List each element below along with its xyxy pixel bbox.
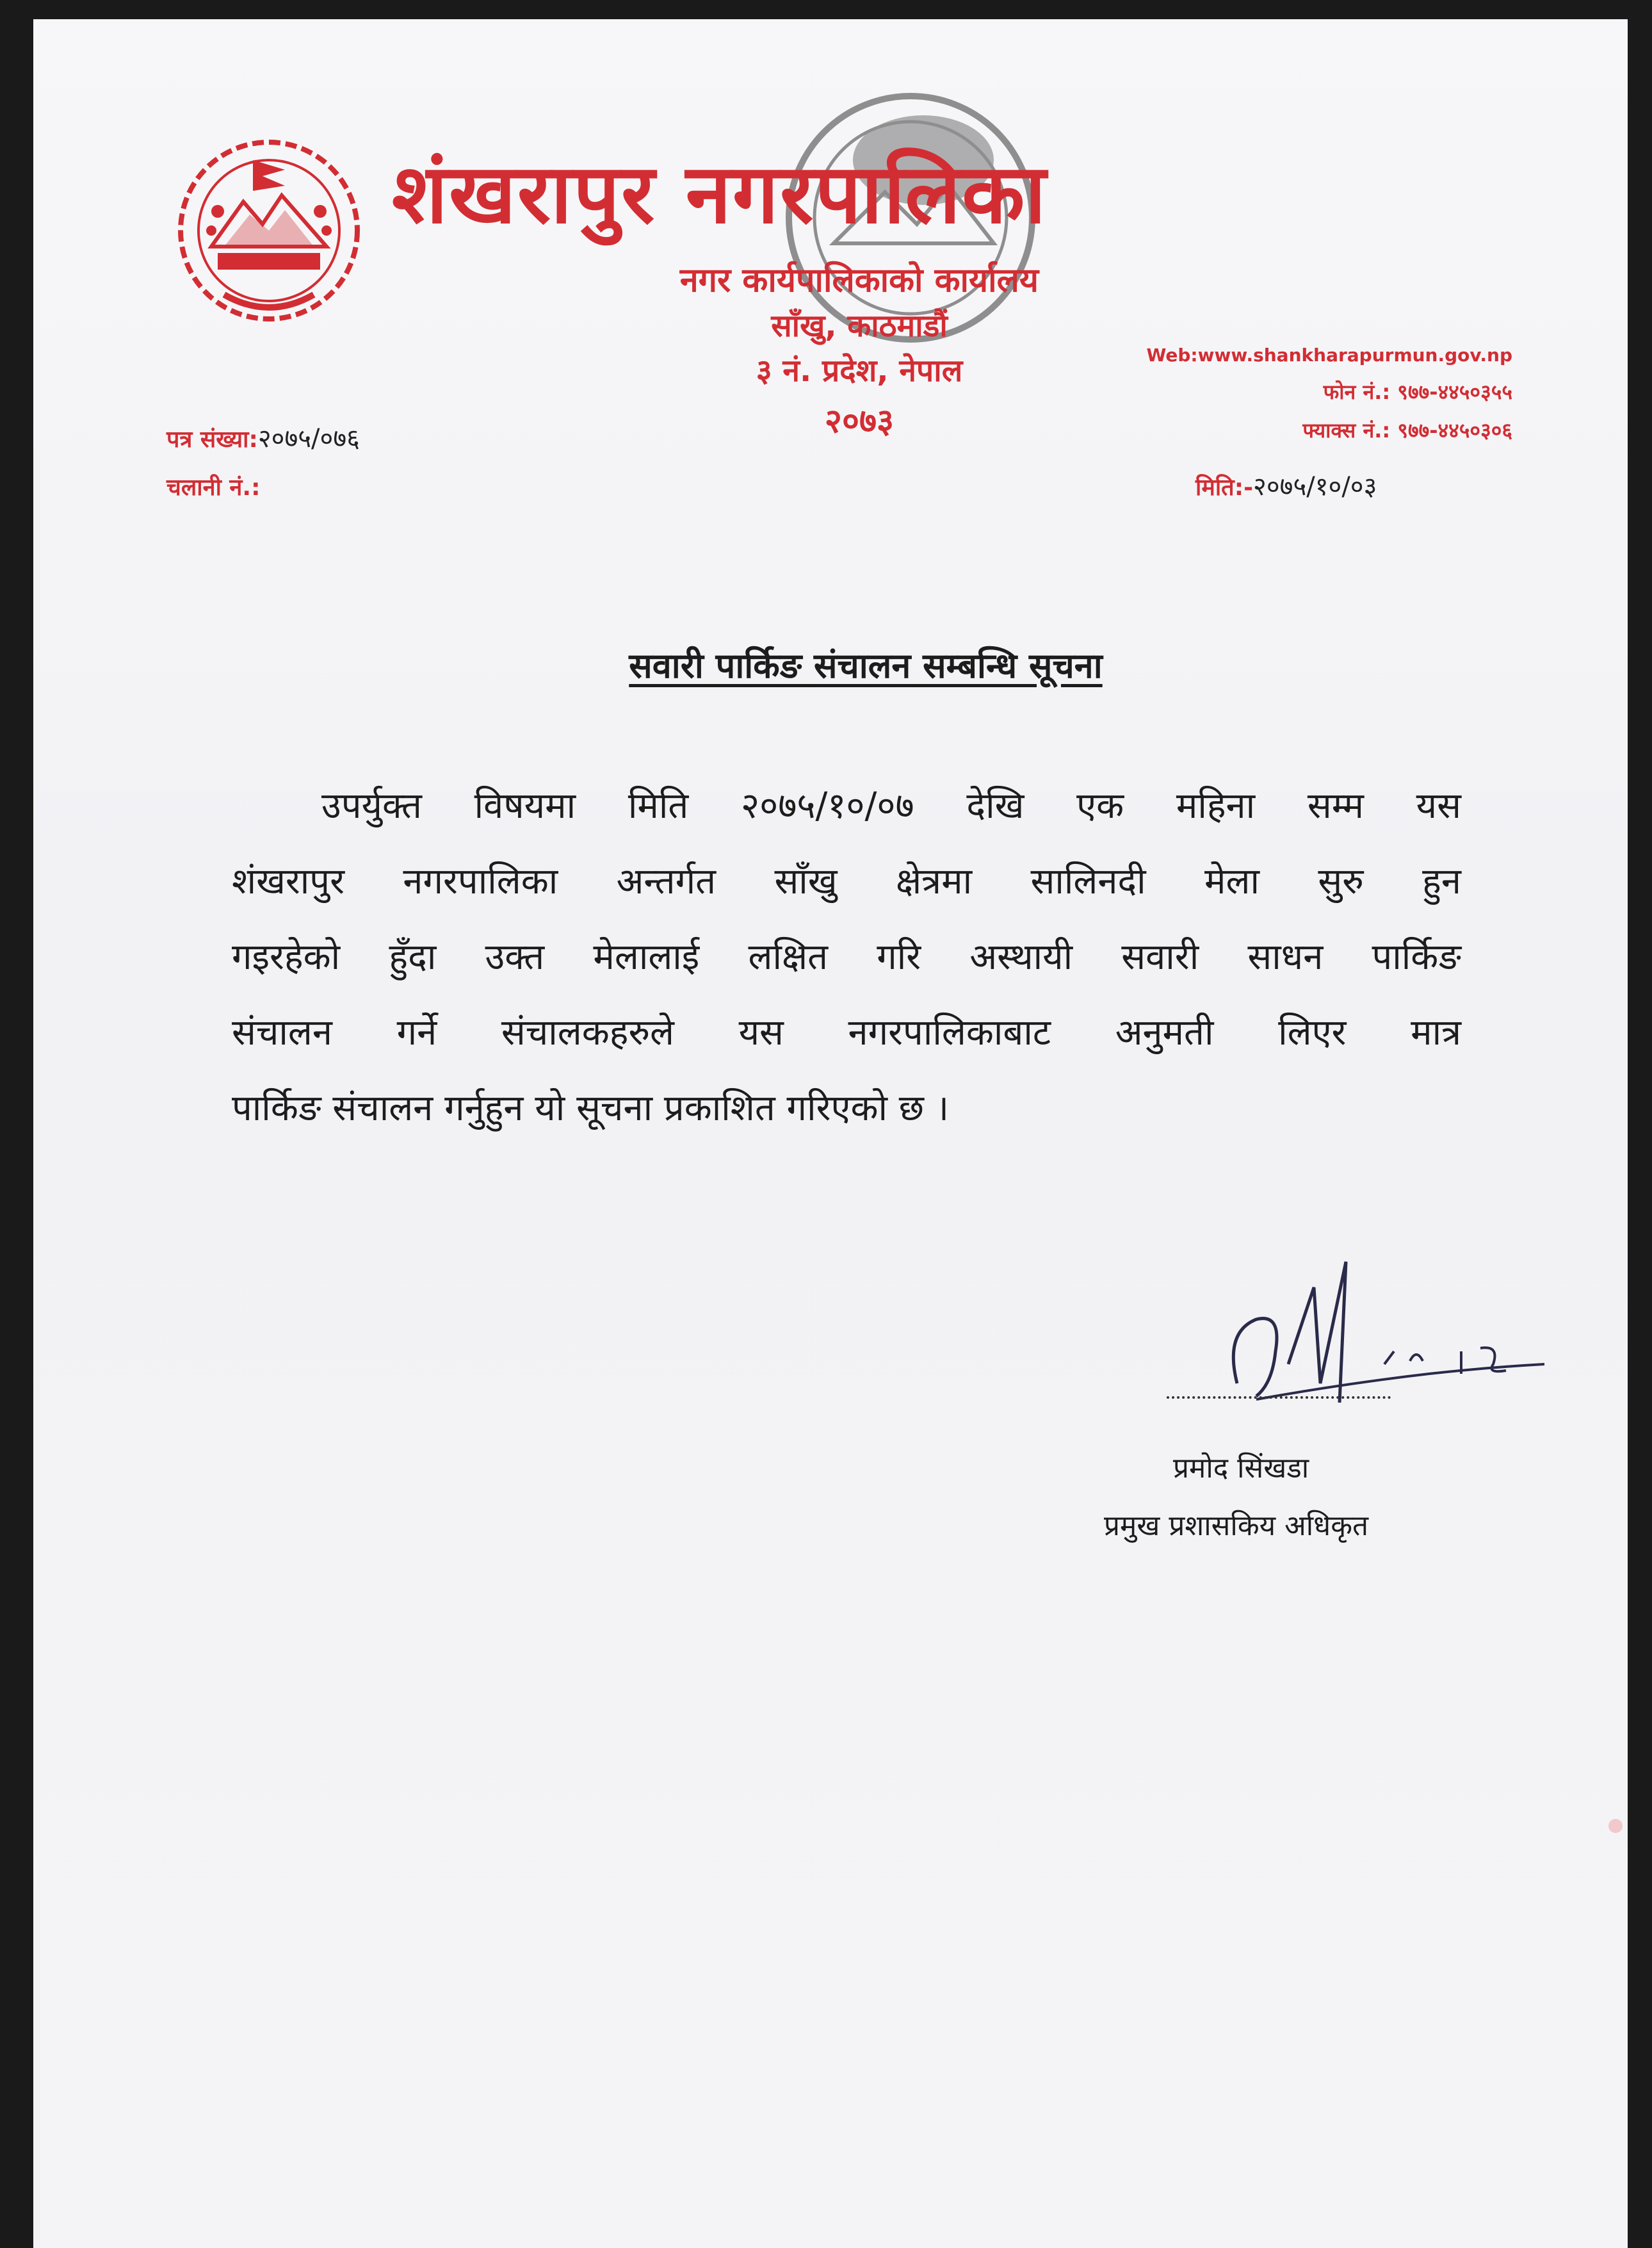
signature-line bbox=[1167, 1396, 1391, 1399]
body-line: शंखरापुर नगरपालिका अन्तर्गत साँखु क्षेत्रमा सालिनदी मेला सुरु हुन bbox=[232, 861, 1461, 902]
reference-label: पत्र संख्या: bbox=[166, 427, 258, 453]
body-line: उपर्युक्त विषयमा मिति २०७५/१०/०७ देखि एक महिना सम्म यस bbox=[321, 785, 1461, 827]
paper-speck bbox=[1608, 1819, 1623, 1833]
established-year: २०७३ bbox=[824, 402, 895, 441]
date-label: मिति:- bbox=[1195, 475, 1254, 501]
notice-body bbox=[232, 769, 1461, 1146]
office-name: नगर कार्यपालिकाको कार्यालय bbox=[679, 261, 1039, 300]
province-line: ३ नं. प्रदेश, नेपाल bbox=[756, 353, 963, 389]
reference-value: २०७५/०७६ bbox=[257, 424, 360, 453]
organization-name: शंखरापुर नगरपालिका bbox=[392, 147, 1048, 242]
body-line: पार्किङ संचालन गर्नुहुन यो सूचना प्रकाशित गरिएको छ । bbox=[232, 1087, 950, 1129]
body-line: संचालन गर्ने संचालकहरुले यस नगरपालिकाबाट अनुमती लिएर मात्र bbox=[232, 1012, 1461, 1054]
body-line: गइरहेको हुँदा उक्त मेलालाई लक्षित गरि अस्थायी सवारी साधन पार्किङ bbox=[232, 936, 1461, 978]
phone-number: फोन नं.: ९७७-४४५०३५५ bbox=[1323, 380, 1512, 404]
website-url: Web:www.shankharapurmun.gov.np bbox=[1146, 345, 1512, 366]
date-value: २०७५/१०/०३ bbox=[1253, 472, 1377, 501]
letter-page bbox=[33, 19, 1628, 2248]
dispatch-number-label: चलानी नं.: bbox=[166, 475, 261, 501]
fax-number: फ्याक्स नं.: ९७७-४४५०३०६ bbox=[1302, 418, 1512, 443]
letter-date bbox=[1195, 468, 1377, 503]
nepal-emblem-logo bbox=[173, 134, 365, 327]
handwritten-signature bbox=[1218, 1236, 1551, 1441]
reference-number bbox=[166, 419, 360, 455]
signatory-title: प्रमुख प्रशासकिय अधिकृत bbox=[1104, 1510, 1369, 1542]
signatory-name: प्रमोद सिंखडा bbox=[1173, 1452, 1309, 1485]
office-location: साँखु, काठमाडौं bbox=[771, 308, 948, 344]
notice-subject: सवारी पार्किङ संचालन सम्बन्धि सूचना bbox=[629, 646, 1103, 686]
